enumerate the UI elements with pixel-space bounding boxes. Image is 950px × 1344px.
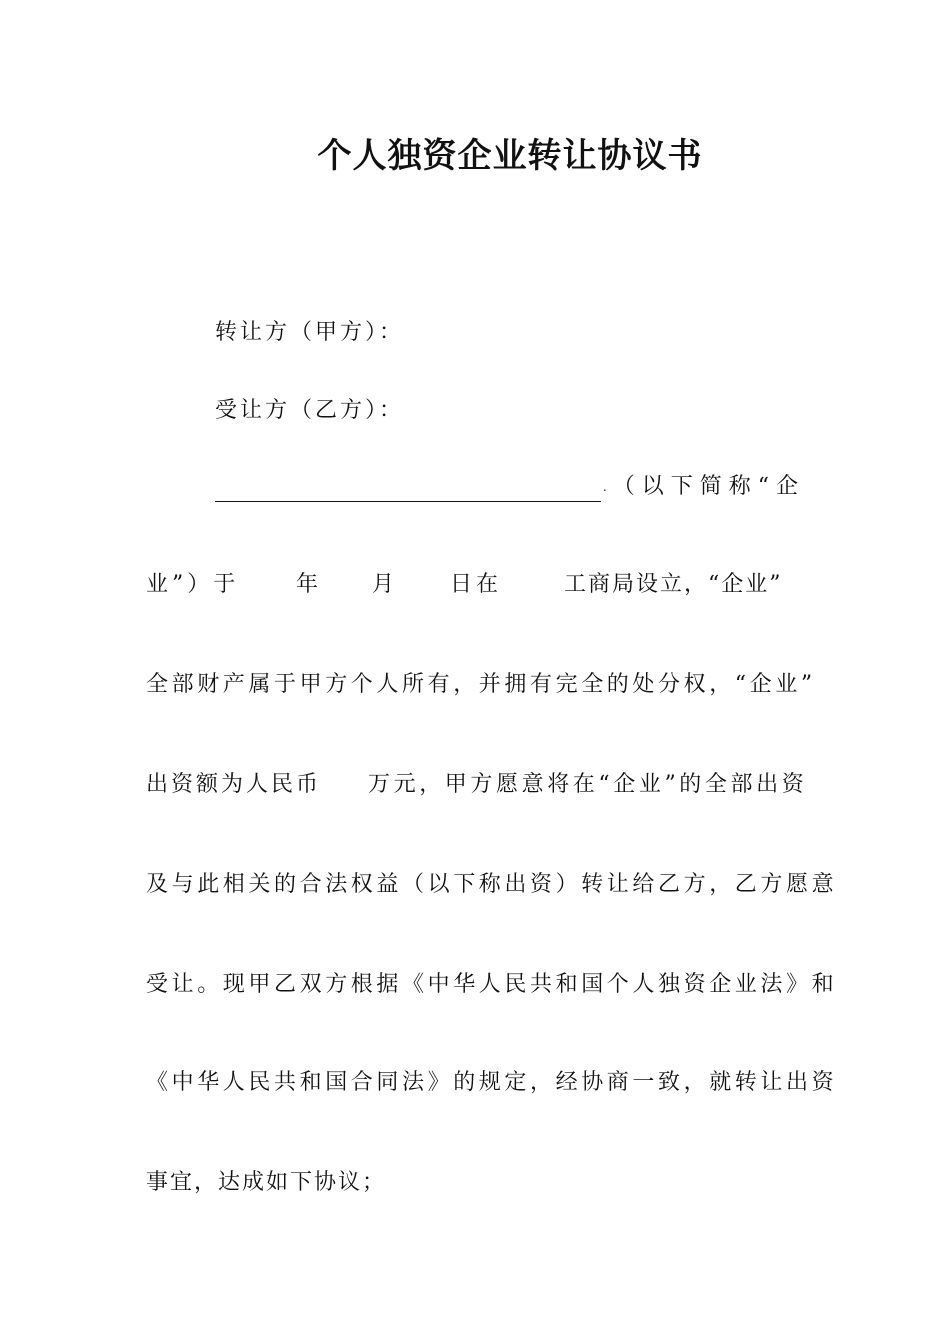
paragraph-line-3: 全部财产属于甲方个人所有，并拥有完全的处分权，“企业”: [146, 672, 816, 697]
intro-tail-text: （以下简称“企: [612, 474, 805, 499]
company-name-line: [215, 472, 805, 502]
paragraph-line-5: 及与此相关的合法权益（以下称出资）转让给乙方，乙方愿意: [146, 872, 838, 897]
paragraph-line-7: 《中华人民共和国合同法》的规定，经协商一致，就转让出资: [146, 1070, 838, 1095]
transferee-label: 受让方（乙方）：: [215, 398, 405, 423]
period-mark: .: [602, 480, 607, 494]
establishment-line: [146, 570, 806, 600]
capital-suffix: 万元，甲方愿意将在“企业”的全部出资: [368, 772, 808, 797]
document-title: 个人独资企业转让协议书: [317, 136, 703, 176]
establishment-prefix: 业”）于: [146, 572, 240, 597]
year-label: 年: [296, 572, 319, 597]
bureau-text: 工商局设立，“企业”: [564, 572, 783, 597]
paragraph-line-8: 事宜，达成如下协议；: [146, 1170, 387, 1195]
capital-line: [146, 770, 806, 800]
month-label: 月: [372, 572, 395, 597]
company-name-blank[interactable]: [215, 479, 601, 502]
day-label: 日在: [450, 572, 503, 597]
paragraph-line-6: 受让。现甲乙双方根据《中华人民共和国个人独资企业法》和: [146, 972, 838, 997]
capital-prefix: 出资额为人民币: [146, 772, 322, 797]
transferor-label: 转让方（甲方）：: [215, 320, 405, 345]
